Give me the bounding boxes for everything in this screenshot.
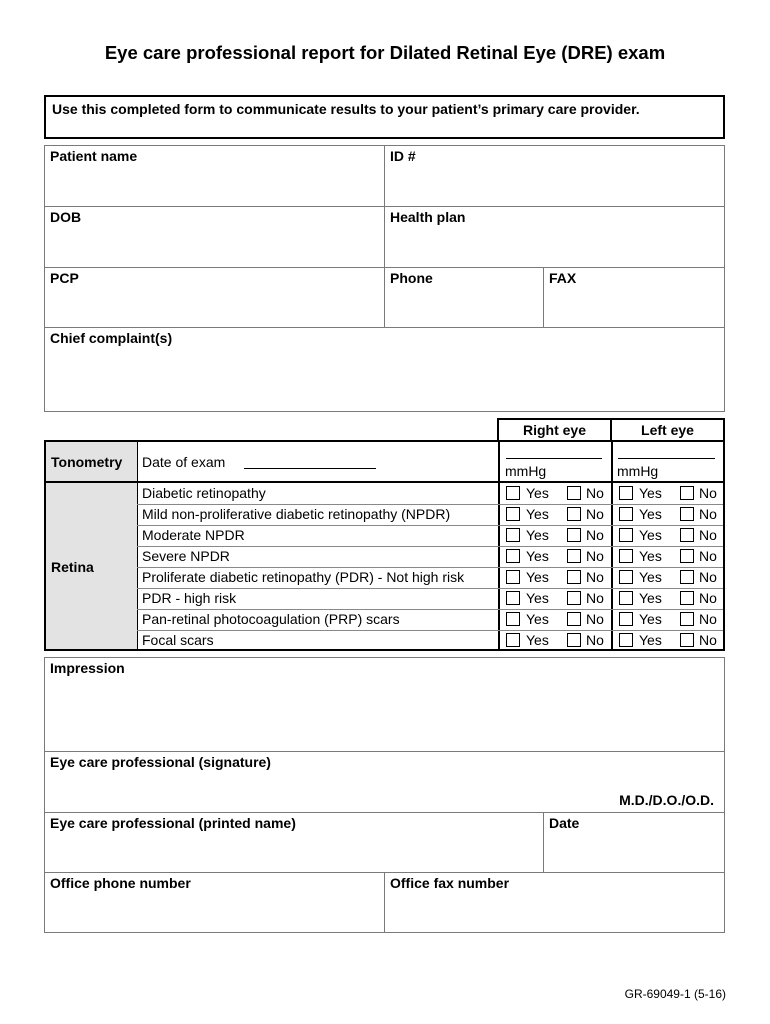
no-label: No: [699, 548, 717, 564]
left-eye-header: Left eye: [610, 418, 725, 442]
no-label: No: [699, 485, 717, 501]
right-eye-no-checkbox[interactable]: [567, 486, 581, 500]
pcp-field[interactable]: [44, 267, 385, 328]
no-label: No: [699, 527, 717, 543]
left-eye-mmhg-input[interactable]: [618, 458, 715, 459]
chief-complaint-label: Chief complaint(s): [50, 330, 173, 346]
yes-label: Yes: [639, 590, 662, 606]
right-eye-yes-checkbox[interactable]: [506, 549, 520, 563]
notice-text: Use this completed form to communicate results to your patient’s primary care provider.: [52, 101, 640, 117]
no-label: No: [586, 527, 604, 543]
impression-label: Impression: [50, 660, 125, 676]
row-header-shading: [46, 442, 137, 649]
dob-label: DOB: [50, 209, 82, 225]
row-divider: [137, 525, 723, 526]
office-fax-label: Office fax number: [390, 875, 510, 891]
date-field[interactable]: [543, 812, 725, 873]
right-eye-no-checkbox[interactable]: [567, 528, 581, 542]
yes-label: Yes: [526, 590, 549, 606]
right-eye-no-checkbox[interactable]: [567, 507, 581, 521]
condition-label: Diabetic retinopathy: [142, 485, 266, 501]
yes-label: Yes: [526, 527, 549, 543]
left-eye-no-checkbox[interactable]: [680, 591, 694, 605]
right-eye-no-checkbox[interactable]: [567, 612, 581, 626]
yes-label: Yes: [639, 548, 662, 564]
no-label: No: [699, 590, 717, 606]
no-label: No: [586, 569, 604, 585]
no-label: No: [699, 632, 717, 648]
form-title: Eye care professional report for Dilated Retinal Eye (DRE) exam: [104, 42, 666, 63]
row-divider: [137, 609, 723, 610]
left-eye-no-checkbox[interactable]: [680, 549, 694, 563]
signature-label: Eye care professional (signature): [50, 754, 271, 770]
yes-label: Yes: [639, 506, 662, 522]
row-divider: [137, 546, 723, 547]
no-label: No: [586, 485, 604, 501]
row-divider: [137, 630, 723, 631]
left-eye-yes-checkbox[interactable]: [619, 633, 633, 647]
right-eye-no-checkbox[interactable]: [567, 549, 581, 563]
retina-label: Retina: [51, 559, 94, 575]
yes-label: Yes: [526, 506, 549, 522]
no-label: No: [586, 590, 604, 606]
condition-label: Proliferate diabetic retinopathy (PDR) - Not high risk: [142, 569, 465, 585]
left-eye-yes-checkbox[interactable]: [619, 528, 633, 542]
no-label: No: [699, 611, 717, 627]
yes-label: Yes: [639, 569, 662, 585]
fax-label: FAX: [549, 270, 577, 286]
right-eye-yes-checkbox[interactable]: [506, 570, 520, 584]
condition-label: PDR - high risk: [142, 590, 237, 606]
fax-field[interactable]: [543, 267, 725, 328]
credentials-label: M.D./D.O./O.D.: [619, 792, 714, 808]
left-eye-no-checkbox[interactable]: [680, 486, 694, 500]
health-plan-field[interactable]: [384, 206, 725, 268]
date-of-exam-label: Date of exam: [142, 454, 226, 470]
left-eye-yes-checkbox[interactable]: [619, 591, 633, 605]
health-plan-label: Health plan: [390, 209, 466, 225]
yes-label: Yes: [526, 569, 549, 585]
yes-label: Yes: [526, 485, 549, 501]
right-eye-yes-checkbox[interactable]: [506, 507, 520, 521]
row-divider: [137, 588, 723, 589]
yes-label: Yes: [526, 548, 549, 564]
no-label: No: [699, 569, 717, 585]
phone-field[interactable]: [384, 267, 544, 328]
date-label: Date: [549, 815, 580, 831]
left-eye-no-checkbox[interactable]: [680, 612, 694, 626]
printed-name-field[interactable]: [44, 812, 544, 873]
left-eye-mmhg-unit: mmHg: [617, 463, 659, 479]
chief-complaint-field[interactable]: [44, 327, 725, 412]
right-eye-no-checkbox[interactable]: [567, 633, 581, 647]
yes-label: Yes: [639, 485, 662, 501]
id-label: ID #: [390, 148, 416, 164]
left-eye-yes-checkbox[interactable]: [619, 570, 633, 584]
condition-label: Pan-retinal photocoagulation (PRP) scars: [142, 611, 400, 627]
no-label: No: [699, 506, 717, 522]
patient-name-field[interactable]: [44, 145, 385, 207]
condition-label: Mild non-proliferative diabetic retinopathy (NPDR): [142, 506, 451, 522]
no-label: No: [586, 611, 604, 627]
right-eye-yes-checkbox[interactable]: [506, 486, 520, 500]
date-of-exam-input[interactable]: [244, 468, 376, 469]
form-code: GR-69049-1 (5-16): [624, 987, 726, 1001]
phone-label: Phone: [390, 270, 433, 286]
divider: [46, 481, 723, 483]
right-eye-mmhg-unit: mmHg: [505, 463, 547, 479]
left-eye-yes-checkbox[interactable]: [619, 549, 633, 563]
right-eye-yes-checkbox[interactable]: [506, 528, 520, 542]
tonometry-label: Tonometry: [51, 454, 123, 470]
left-eye-yes-checkbox[interactable]: [619, 486, 633, 500]
left-eye-no-checkbox[interactable]: [680, 528, 694, 542]
yes-label: Yes: [639, 632, 662, 648]
pcp-label: PCP: [50, 270, 79, 286]
office-fax-field[interactable]: [384, 872, 725, 933]
condition-label: Severe NPDR: [142, 548, 230, 564]
impression-field[interactable]: [44, 657, 725, 752]
yes-label: Yes: [639, 527, 662, 543]
left-eye-no-checkbox[interactable]: [680, 507, 694, 521]
no-label: No: [586, 506, 604, 522]
left-eye-no-checkbox[interactable]: [680, 570, 694, 584]
left-eye-yes-checkbox[interactable]: [619, 612, 633, 626]
row-divider: [137, 504, 723, 505]
no-label: No: [586, 548, 604, 564]
right-eye-yes-checkbox[interactable]: [506, 591, 520, 605]
instructions-notice: [44, 95, 725, 139]
office-phone-label: Office phone number: [50, 875, 191, 891]
yes-label: Yes: [526, 611, 549, 627]
no-label: No: [586, 632, 604, 648]
right-eye-mmhg-input[interactable]: [506, 458, 602, 459]
signature-field[interactable]: [44, 751, 725, 813]
yes-label: Yes: [526, 632, 549, 648]
dob-field[interactable]: [44, 206, 385, 268]
printed-name-label: Eye care professional (printed name): [50, 815, 296, 831]
condition-label: Focal scars: [142, 632, 214, 648]
right-eye-header: Right eye: [497, 418, 612, 442]
right-eye-yes-checkbox[interactable]: [506, 633, 520, 647]
right-eye-no-checkbox[interactable]: [567, 570, 581, 584]
id-field[interactable]: [384, 145, 725, 207]
right-eye-yes-checkbox[interactable]: [506, 612, 520, 626]
office-phone-field[interactable]: [44, 872, 385, 933]
patient-name-label: Patient name: [50, 148, 138, 164]
row-divider: [137, 567, 723, 568]
left-eye-yes-checkbox[interactable]: [619, 507, 633, 521]
yes-label: Yes: [639, 611, 662, 627]
condition-label: Moderate NPDR: [142, 527, 245, 543]
right-eye-no-checkbox[interactable]: [567, 591, 581, 605]
exam-table: [44, 440, 725, 651]
left-eye-no-checkbox[interactable]: [680, 633, 694, 647]
